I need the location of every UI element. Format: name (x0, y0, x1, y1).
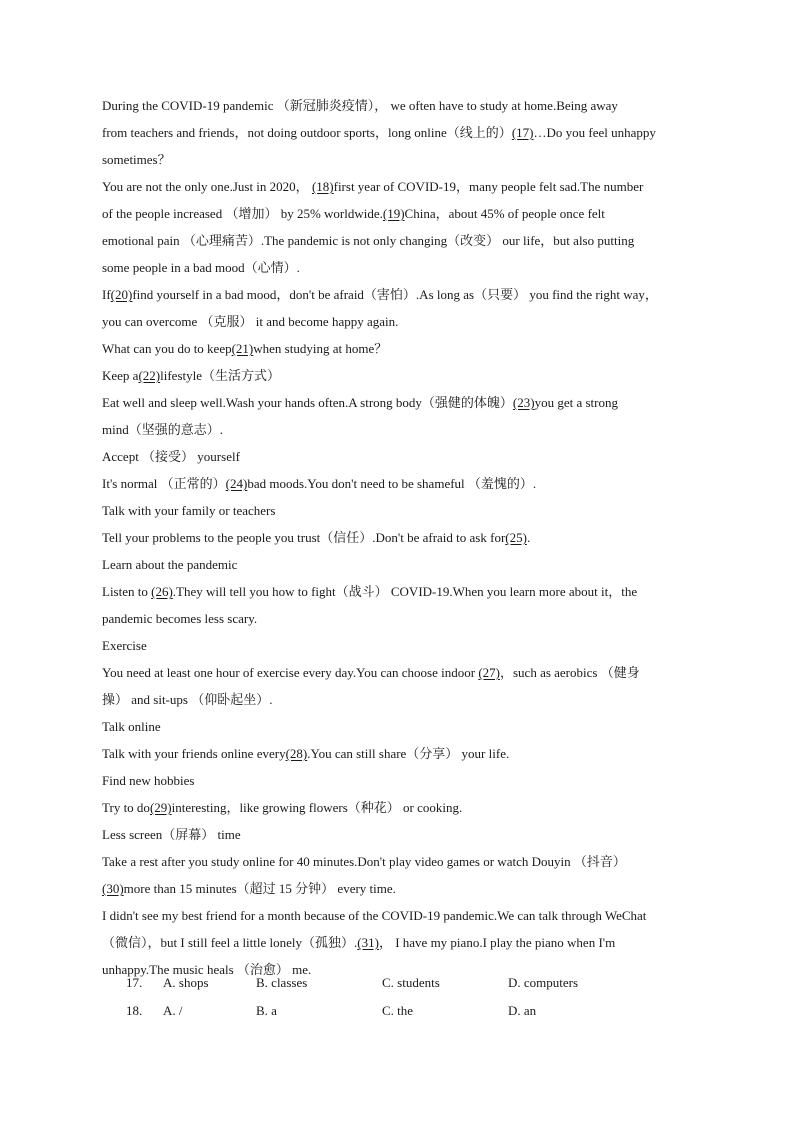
passage-text: Less screen（屏幕） time (102, 827, 241, 842)
passage-line (102, 146, 702, 173)
passage-text: more than 15 minutes（超过 15 分钟） every time. (123, 881, 396, 896)
question-row (0, 997, 620, 1025)
passage-text: lifestyle（生活方式） (160, 368, 281, 383)
passage-text: find yourself in a bad mood，don't be afraid（害怕）.As long as（只要） you find the right way， (132, 287, 658, 302)
passage-text: emotional pain （心理痛苦）.The pandemic is not only changing（改变） our life，but also putting (102, 233, 635, 248)
passage-text: Take a rest after you study online for 40 minutes.Don't play video games or watch Douyin （抖音） (102, 854, 626, 869)
passage-text: pandemic becomes less scary. (102, 611, 258, 626)
blank-number: (25) (505, 530, 527, 545)
question-number: 17. (126, 975, 143, 990)
blank-number: (29) (149, 800, 172, 815)
passage-line (102, 389, 702, 416)
passage-text: It's normal （正常的） (102, 476, 226, 491)
passage-line (102, 92, 702, 119)
passage-text: Find new hobbies (102, 773, 195, 788)
blank-number: (17) (511, 125, 534, 140)
option-c: C. the (382, 1003, 414, 1018)
blank-number: (22) (138, 368, 161, 383)
passage-line (102, 470, 702, 497)
passage-text: China，about 45% of people once felt (404, 206, 605, 221)
blank-number: (28) (285, 746, 308, 761)
passage-text: interesting，like growing flowers（种花） or cooking. (171, 800, 463, 815)
passage-line (102, 821, 702, 848)
passage-text: Eat well and sleep well.Wash your hands often.A strong body（强健的体魄） (102, 395, 513, 410)
option-a: A. / (163, 1003, 183, 1018)
passage-text: . (526, 530, 531, 545)
passage-line (102, 902, 702, 929)
blank-number: (23) (512, 395, 535, 410)
passage-text: You need at least one hour of exercise every day.You can choose indoor (102, 665, 479, 680)
blank-number: (21) (231, 341, 254, 356)
blank-number: (24) (225, 476, 248, 491)
question-row (0, 969, 620, 997)
passage-line (102, 713, 702, 740)
passage-text: bad moods.You don't need to be shameful （羞愧的）. (247, 476, 537, 491)
passage-text: some people in a bad mood（心情）. (102, 260, 300, 275)
passage-text: Talk with your family or teachers (102, 503, 276, 518)
passage-text: unhappy.The music heals （治愈） me. (102, 962, 312, 977)
passage-text: During the COVID-19 pandemic （新冠肺炎疫情）， we often have to study at home.Being away (102, 98, 618, 113)
passage-text: .They will tell you how to fight（战斗） COVID-19.When you learn more about it，the (172, 584, 638, 599)
passage-text: What can you do to keep (102, 341, 232, 356)
passage-text: Talk online (102, 719, 161, 734)
passage-text: ， I have my piano.I play the piano when I'm (378, 935, 616, 950)
passage-line (102, 308, 702, 335)
passage-text: Accept （接受） yourself (102, 449, 240, 464)
passage-line (102, 605, 702, 632)
option-c: C. students (382, 975, 440, 990)
options-list (0, 969, 620, 1025)
passage-line (102, 497, 702, 524)
blank-number: (30) (102, 881, 124, 896)
blank-number: (18) (311, 179, 334, 194)
passage-line (102, 929, 702, 956)
passage-line (102, 200, 702, 227)
passage-line (102, 740, 702, 767)
option-b: B. classes (256, 975, 308, 990)
passage-line (102, 686, 702, 713)
passage-line (102, 551, 702, 578)
passage-line (102, 362, 702, 389)
passage-text: you can overcome （克服） it and become happy again. (102, 314, 399, 329)
passage-line (102, 119, 702, 146)
blank-number: (27) (478, 665, 500, 680)
option-d: D. an (508, 1003, 537, 1018)
passage-text: sometimes？ (102, 152, 171, 167)
passage-text: ，such as aerobics （健身 (499, 665, 640, 680)
passage-line (102, 416, 702, 443)
passage-text: If (102, 287, 111, 302)
passage-line (102, 524, 702, 551)
passage-text: I didn't see my best friend for a month because of the COVID-19 pandemic.We can talk through WeChat (102, 908, 647, 923)
passage-text: from teachers and friends，not doing outdoor sports，long online（线上的） (102, 125, 512, 140)
passage-text: Learn about the pandemic (102, 557, 238, 572)
passage-text: first year of COVID-19，many people felt sad.The number (333, 179, 644, 194)
passage-line (102, 443, 702, 470)
option-a: A. shops (163, 975, 209, 990)
passage-text: （微信），but I still feel a little lonely（孤独）. (102, 935, 358, 950)
passage-line (102, 335, 702, 362)
passage-line (102, 659, 702, 686)
passage-text: mind（坚强的意志）. (102, 422, 223, 437)
passage-text: 操） and sit-ups （仰卧起坐）. (102, 692, 273, 707)
passage-line (102, 794, 702, 821)
option-b: B. a (256, 1003, 277, 1018)
passage-line (102, 254, 702, 281)
question-number: 18. (126, 1003, 143, 1018)
passage-text: when studying at home？ (253, 341, 388, 356)
passage (102, 92, 702, 983)
passage-line (102, 281, 702, 308)
blank-number: (20) (110, 287, 133, 302)
passage-text: Talk with your friends online every (102, 746, 286, 761)
passage-line (102, 632, 702, 659)
passage-line (102, 767, 702, 794)
passage-text: Keep a (102, 368, 139, 383)
passage-text: Tell your problems to the people you trust（信任）.Don't be afraid to ask for (102, 530, 506, 545)
passage-line (102, 848, 702, 875)
passage-text: Try to do (102, 800, 150, 815)
option-d: D. computers (508, 975, 579, 990)
passage-line (102, 173, 702, 200)
passage-text: of the people increased （增加） by 25% worldwide. (102, 206, 383, 221)
passage-line (102, 578, 702, 605)
passage-text: .You can still share（分享） your life. (307, 746, 510, 761)
passage-text: Exercise (102, 638, 147, 653)
passage-line (102, 227, 702, 254)
blank-number: (19) (382, 206, 405, 221)
blank-number: (26) (151, 584, 173, 599)
passage-text: you get a strong (534, 395, 618, 410)
passage-text: You are not the only one.Just in 2020， (102, 179, 312, 194)
passage-line (102, 875, 702, 902)
passage-text: …Do you feel unhappy (533, 125, 656, 140)
blank-number: (31) (357, 935, 379, 950)
passage-text: Listen to (102, 584, 152, 599)
